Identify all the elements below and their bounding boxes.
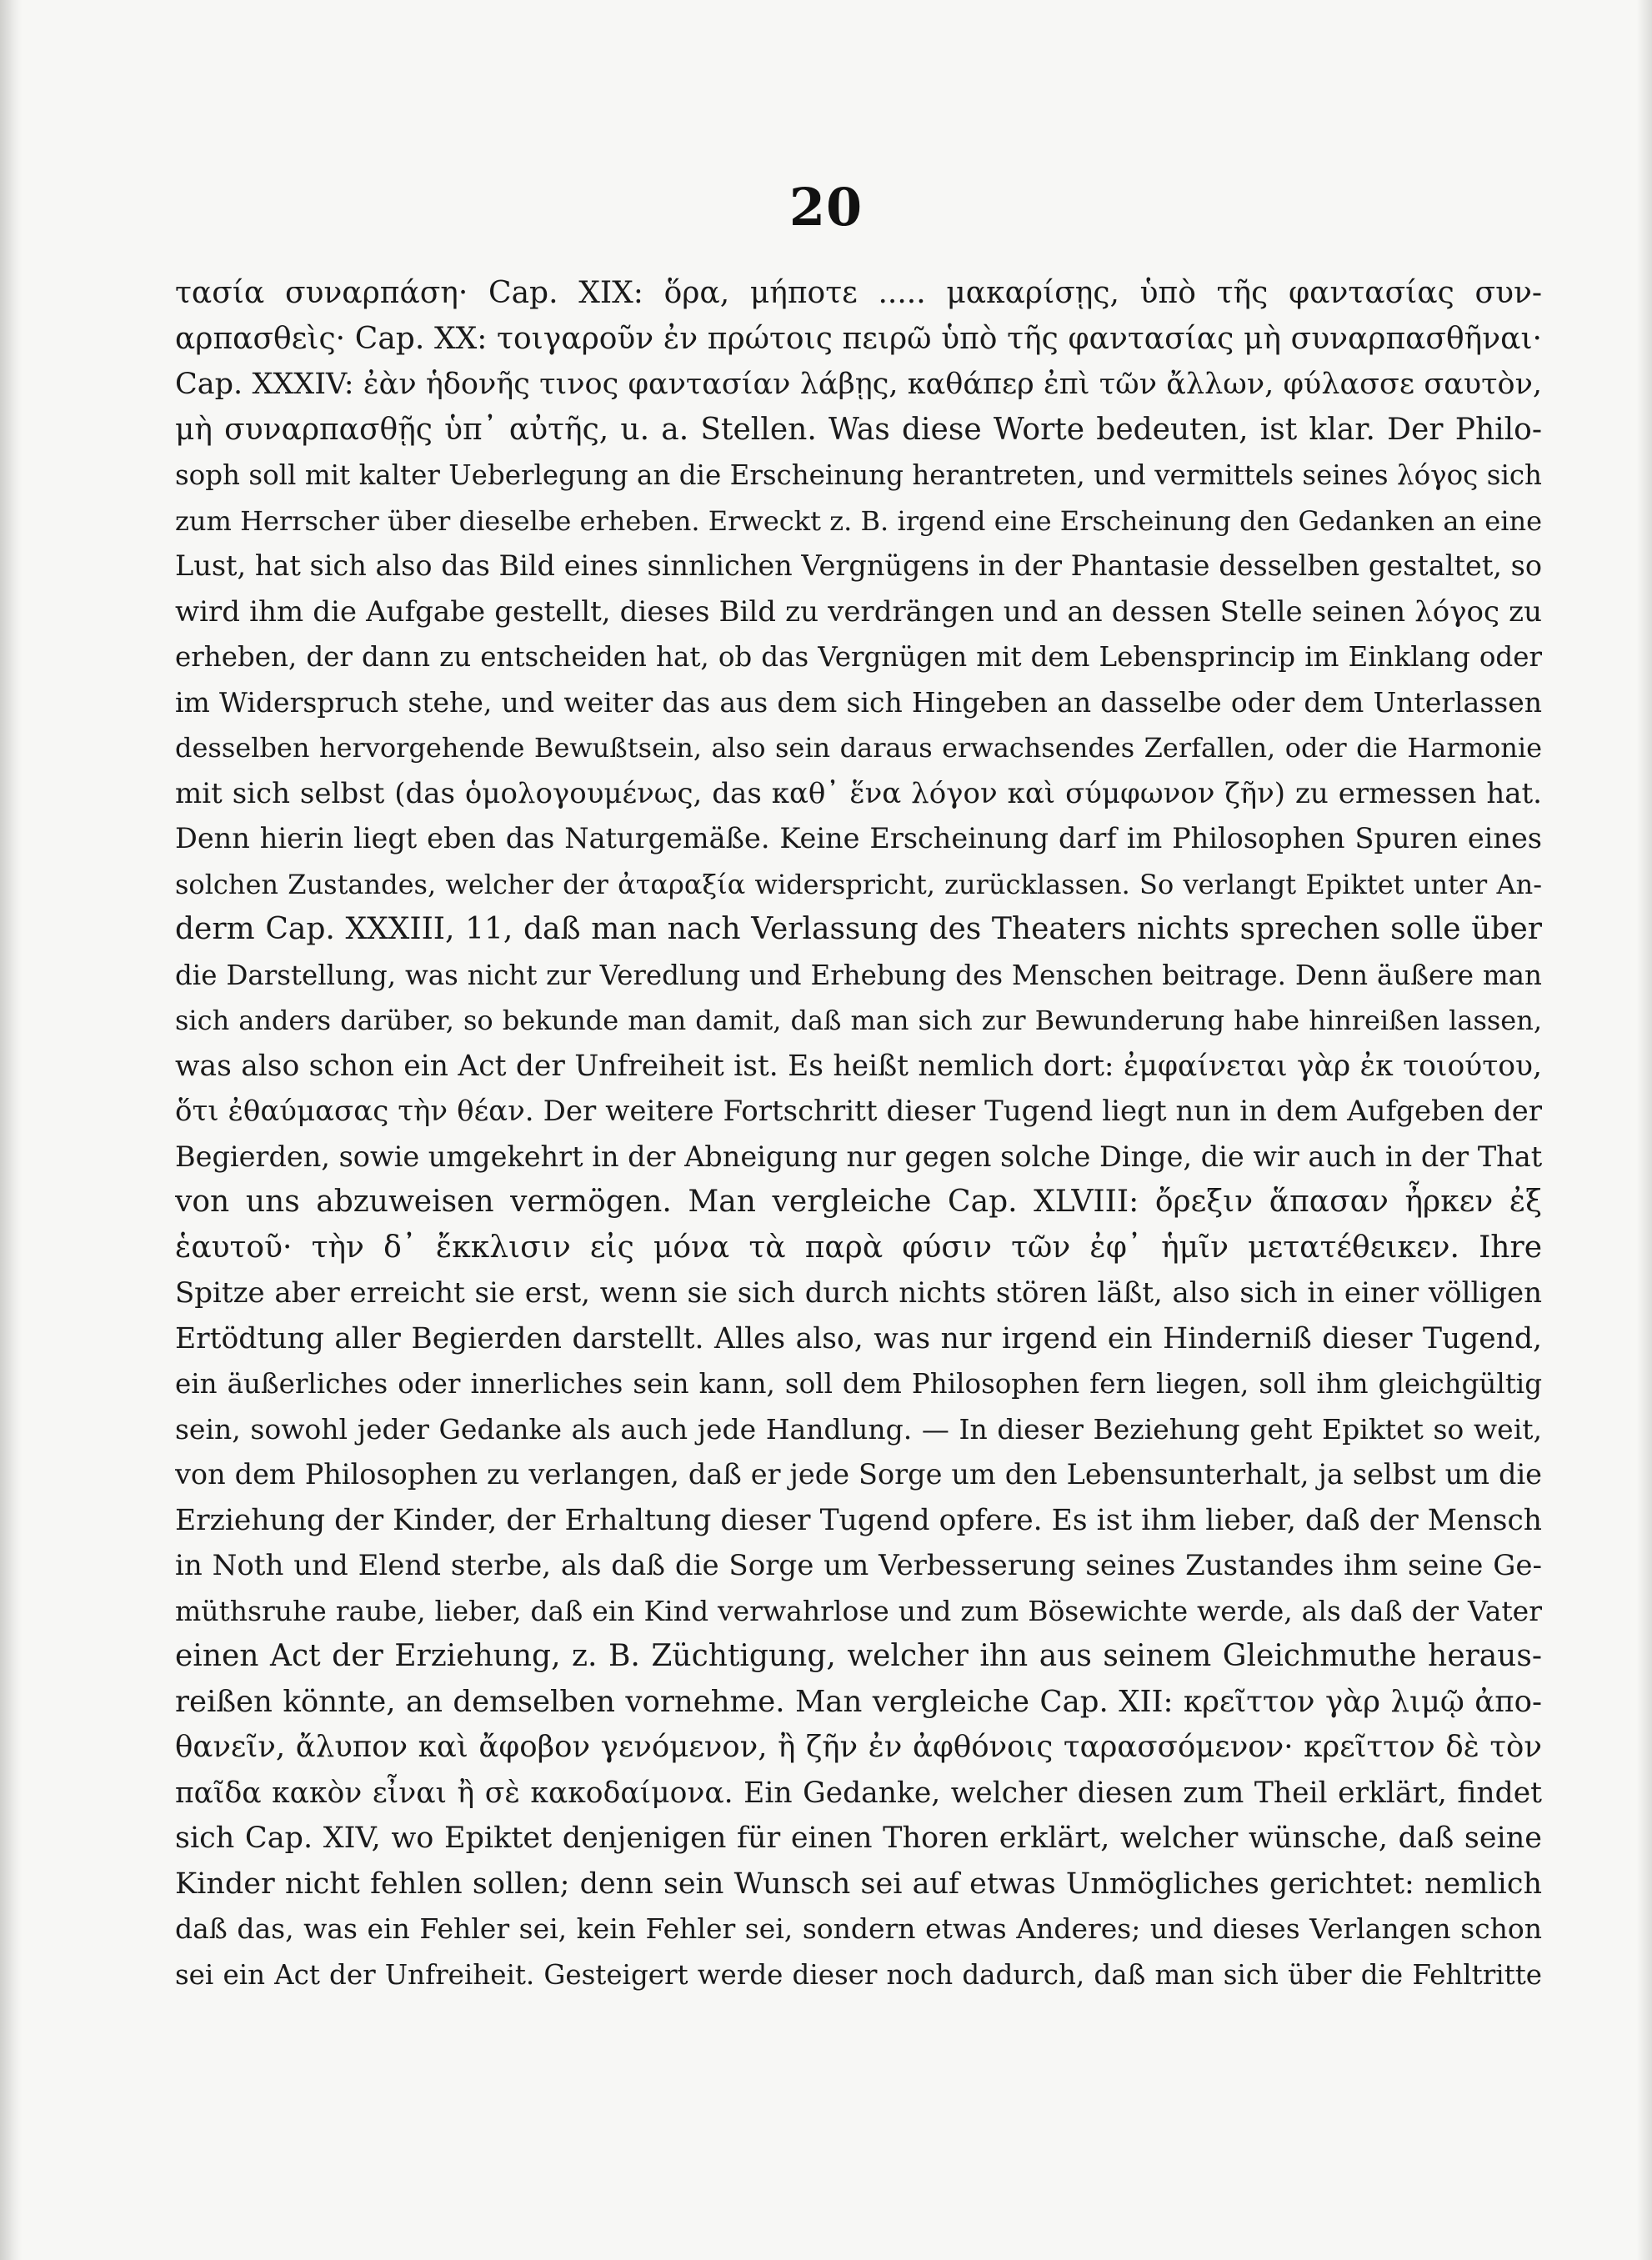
text-line: von dem Philosophen zu verlangen, daß er jede Sorge um den Lebensunterhalt, ja selbst um die bbox=[175, 1458, 1542, 1491]
text-line: in Noth und Elend sterbe, als daß die Sorge um Verbesserung seines Zustandes ihm seine Ge- bbox=[175, 1549, 1542, 1582]
text-line: zum Herrscher über dieselbe erheben. Erweckt z. B. irgend eine Erscheinung den Gedanken an eine bbox=[175, 504, 1542, 537]
text-line: sei ein Act der Unfreiheit. Gesteigert werde dieser noch dadurch, daß man sich über die Fehltritte bbox=[175, 1958, 1542, 1991]
text-line: παῖδα κακὸν εἶναι ἢ σὲ κακοδαίμονα. Ein Gedanke, welcher diesen zum Theil erklärt, findet bbox=[175, 1776, 1542, 1810]
text-line: Kinder nicht fehlen sollen; denn sein Wunsch sei auf etwas Unmögliches gerichtet: nemlich bbox=[175, 1867, 1542, 1901]
text-line: solchen Zustandes, welcher der ἀταραξία widerspricht, zurücklassen. So verlangt Epiktet unter An- bbox=[175, 868, 1542, 900]
text-line: Cap. XXXIV: ἐὰν ἡδονῆς τινος φαντασίαν λάβῃς, καθάπερ ἐπὶ τῶν ἄλλων, φύλασσε σαυτὸν, bbox=[175, 368, 1542, 401]
text-line: sein, sowohl jeder Gedanke als auch jede Handlung. — In dieser Beziehung geht Epiktet so weit, bbox=[175, 1412, 1542, 1446]
text-line: daß das, was ein Fehler sei, kein Fehler sei, sondern etwas Anderes; und dieses Verlangen schon bbox=[175, 1912, 1542, 1945]
text-line: μὴ συναρπασθῇς ὑπ᾽ αὐτῆς, u. a. Stellen. Was diese Worte bedeuten, ist klar. Der Philo- bbox=[175, 412, 1542, 447]
text-line: müthsruhe raube, lieber, daß ein Kind verwahrlose und zum Bösewichte werde, als daß der Vater bbox=[175, 1594, 1542, 1627]
text-line: mit sich selbst (das ὁμολογουμένως, das καθ᾽ ἕνα λόγον καὶ σύμφωνον ζῆν) zu ermessen hat. bbox=[175, 776, 1542, 810]
page-edge-shadow-left bbox=[0, 0, 22, 2260]
body-text bbox=[175, 271, 1542, 1997]
text-line: von uns abzuweisen vermögen. Man vergleiche Cap. XLVIII: ὄρεξιν ἅπασαν ἦρκεν ἐξ bbox=[175, 1185, 1542, 1219]
text-line: Ertödtung aller Begierden darstellt. Alles also, was nur irgend ein Hinderniß dieser Tugend, bbox=[175, 1321, 1542, 1355]
text-line: wird ihm die Aufgabe gestellt, dieses Bild zu verdrängen und an dessen Stelle seinen λόγος zu bbox=[175, 594, 1542, 629]
text-line: αρπασθεὶς· Cap. XX: τοιγαροῦν ἐν πρώτοις πειρῶ ὑπὸ τῆς φαντασίας μὴ συναρπασθῆναι· bbox=[175, 321, 1542, 356]
text-line: sich Cap. XIV, wo Epiktet denjenigen für einen Thoren erklärt, welcher wünsche, daß seine bbox=[175, 1822, 1542, 1855]
text-line: ἑαυτοῦ· τὴν δ᾽ ἔκκλισιν εἰς μόνα τὰ παρὰ φύσιν τῶν ἐφ᾽ ἡμῖν μετατέθεικεν. Ihre bbox=[175, 1230, 1542, 1265]
text-line: einen Act der Erziehung, z. B. Züchtigung, welcher ihn aus seinem Gleichmuthe heraus- bbox=[175, 1639, 1542, 1673]
text-line: derm Cap. XXXIII, 11, daß man nach Verlassung des Theaters nichts sprechen solle über bbox=[175, 912, 1542, 946]
text-line: ὅτι ἐθαύμασας τὴν θέαν. Der weitere Fortschritt dieser Tugend liegt nun in dem Aufgeben der bbox=[175, 1095, 1542, 1128]
text-line: Denn hierin liegt eben das Naturgemäße. Keine Erscheinung darf im Philosophen Spuren eines bbox=[175, 822, 1542, 854]
text-line: erheben, der dann zu entscheiden hat, ob das Vergnügen mit dem Lebensprincip im Einklang oder bbox=[175, 641, 1542, 673]
text-line: ein äußerliches oder innerliches sein kann, soll dem Philosophen fern liegen, soll ihm gleichgültig bbox=[175, 1368, 1542, 1400]
text-line: reißen könnte, an demselben vornehme. Man vergleiche Cap. XII: κρεῖττον γὰρ λιμῷ ἀπο- bbox=[175, 1684, 1542, 1719]
text-line: Spitze aber erreicht sie erst, wenn sie sich durch nichts stören läßt, also sich in einer völligen bbox=[175, 1276, 1542, 1310]
text-line: Lust, hat sich also das Bild eines sinnlichen Vergnügens in der Phantasie desselben gestaltet, so bbox=[175, 549, 1542, 582]
page-edge-shadow-right bbox=[1637, 0, 1652, 2260]
text-line: Erziehung der Kinder, der Erhaltung dieser Tugend opfere. Es ist ihm lieber, daß der Mensch bbox=[175, 1503, 1542, 1537]
text-line: die Darstellung, was nicht zur Veredlung und Erhebung des Menschen beitrage. Denn äußere man bbox=[175, 959, 1542, 991]
text-line: was also schon ein Act der Unfreiheit ist. Es heißt nemlich dort: ἐμφαίνεται γὰρ ἐκ τοιούτου, bbox=[175, 1049, 1542, 1083]
text-line: θανεῖν, ἄλυπον καὶ ἄφοβον γενόμενον, ἢ ζῆν ἐν ἀφθόνοις ταρασσόμενον· κρεῖττον δὲ τὸν bbox=[175, 1730, 1542, 1764]
page-number: 20 bbox=[788, 177, 864, 238]
text-line: sich anders darüber, so bekunde man damit, daß man sich zur Bewunderung habe hinreißen lassen, bbox=[175, 1005, 1542, 1036]
text-line: Begierden, sowie umgekehrt in der Abneigung nur gegen solche Dinge, die wir auch in der That bbox=[175, 1140, 1542, 1173]
text-line: im Widerspruch stehe, und weiter das aus dem sich Hingeben an dasselbe oder dem Unterlassen bbox=[175, 685, 1542, 719]
text-line: soph soll mit kalter Ueberlegung an die Erscheinung herantreten, und vermittels seines λόγος sich bbox=[175, 459, 1542, 491]
text-line: desselben hervorgehende Bewußtsein, also sein daraus erwachsendes Zerfallen, oder die Harmonie bbox=[175, 732, 1542, 764]
text-line: τασία συναρπάση· Cap. XIX: ὅρα, μήποτε ..... μακαρίσῃς, ὑπὸ τῆς φαντασίας συν- bbox=[175, 276, 1542, 310]
